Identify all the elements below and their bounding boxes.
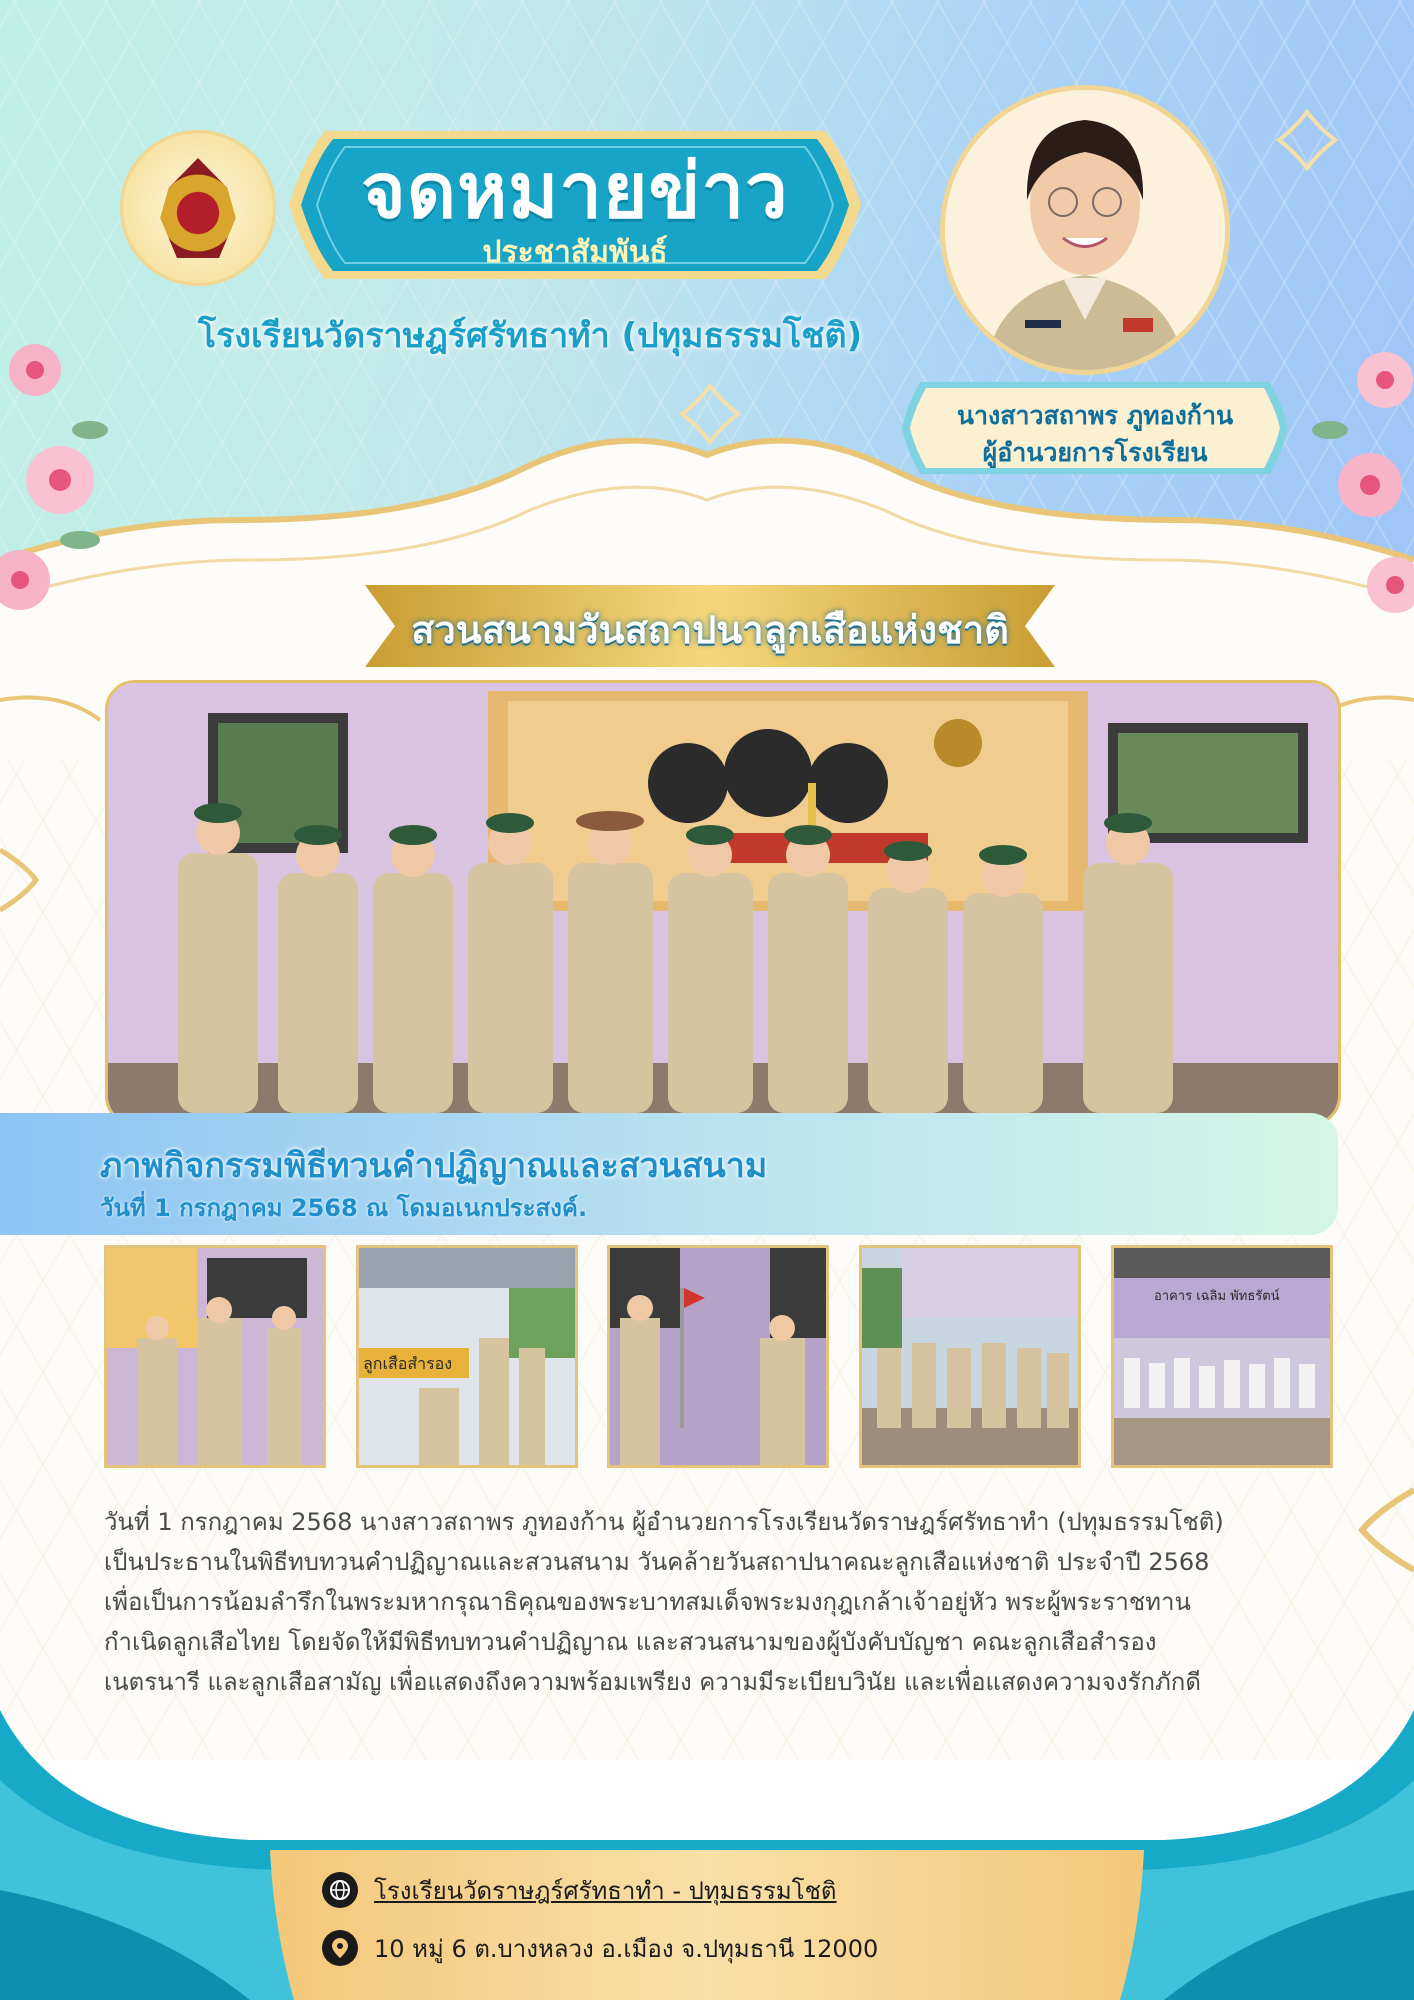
director-portrait <box>940 85 1230 375</box>
article-line: วันที่ 1 กรกฎาคม 2568 นางสาวสถาพร ภูทองก้าน ผู้อำนวยการโรงเรียนวัดราษฎร์ศรัทธาทำ (ปทุมธรรมโชติ) <box>104 1508 1224 1536</box>
event-banner <box>365 585 1055 667</box>
thumb-building-text: อาคาร เฉลิม พัทธรัตน์ <box>1154 1289 1280 1304</box>
school-name: โรงเรียนวัดราษฎร์ศรัทธาทำ (ปทุมธรรมโชติ) <box>197 316 863 356</box>
director-name: นางสาวสถาพร ภูทองก้าน <box>956 401 1234 430</box>
ornament-icon <box>1354 1485 1414 1575</box>
left-flower-decoration <box>0 290 120 620</box>
director-position: ผู้อำนวยการโรงเรียน <box>982 438 1208 467</box>
footer <box>0 1690 1414 2000</box>
article-line: เพื่อเป็นการน้อมลำรึกในพระมหากรุณาธิคุณของพระบาทสมเด็จพระมงกุฎเกล้าเจ้าอยู่หัว พระผู้พระราชทาน <box>104 1588 1191 1616</box>
gallery-photo <box>607 1245 829 1468</box>
school-website-link[interactable]: โรงเรียนวัดราษฎร์ศรัทธาทำ - ปทุมธรรมโชติ <box>374 1876 837 1905</box>
gallery-photo <box>859 1245 1081 1468</box>
ornament-icon <box>1275 108 1339 172</box>
gallery-photo <box>1111 1245 1333 1468</box>
right-flower-decoration <box>1310 300 1414 620</box>
photo-gallery <box>104 1245 1336 1470</box>
footer-website-row <box>322 1870 837 1910</box>
article-body <box>104 1502 1344 1702</box>
activity-caption-date: วันที่ 1 กรกฎาคม 2568 ณ โดมอเนกประสงค์. <box>100 1194 588 1222</box>
newsletter-title: จดหมายข่าว <box>361 146 789 235</box>
ornament-icon <box>678 382 742 446</box>
activity-caption-title: ภาพกิจกรรมพิธีทวนคำปฏิญาณและสวนสนาม <box>100 1146 768 1186</box>
article-line: เนตรนารี และลูกเสือสามัญ เพื่อแสดงถึงความพร้อมเพรียง ความมีระเบียบวินัย และเพื่อแสดงความจงรักภักดี <box>104 1668 1201 1696</box>
article-line: กำเนิดลูกเสือไทย โดยจัดให้มีพิธีทบทวนคำปฏิญาณ และสวนสนามของผู้บังคับบัญชา คณะลูกเสือสำรอง <box>104 1628 1157 1656</box>
location-pin-icon <box>322 1930 358 1966</box>
school-address: 10 หมู่ 6 ต.บางหลวง อ.เมือง จ.ปทุมธานี 12000 <box>374 1934 879 1963</box>
main-event-photo <box>105 680 1341 1126</box>
event-banner-title: สวนสนามวันสถาปนาลูกเสือแห่งชาติ <box>411 608 1009 652</box>
director-name-box <box>900 378 1290 478</box>
newsletter-subtitle: ประชาสัมพันธ์ <box>482 235 668 270</box>
ornament-icon <box>0 845 40 915</box>
school-logo <box>120 130 276 286</box>
school-emblem-icon <box>156 158 240 258</box>
thumb-sign-text: ลูกเสือสำรอง <box>363 1354 453 1373</box>
gallery-photo <box>104 1245 326 1468</box>
masthead <box>285 125 865 285</box>
gallery-photo <box>356 1245 578 1468</box>
globe-icon <box>322 1872 358 1908</box>
footer-address-row <box>322 1928 878 1968</box>
article-line: เป็นประธานในพิธีทบทวนคำปฏิญาณและสวนสนาม วันคล้ายวันสถาปนาคณะลูกเสือแห่งชาติ ประจำปี 2568 <box>104 1548 1210 1576</box>
